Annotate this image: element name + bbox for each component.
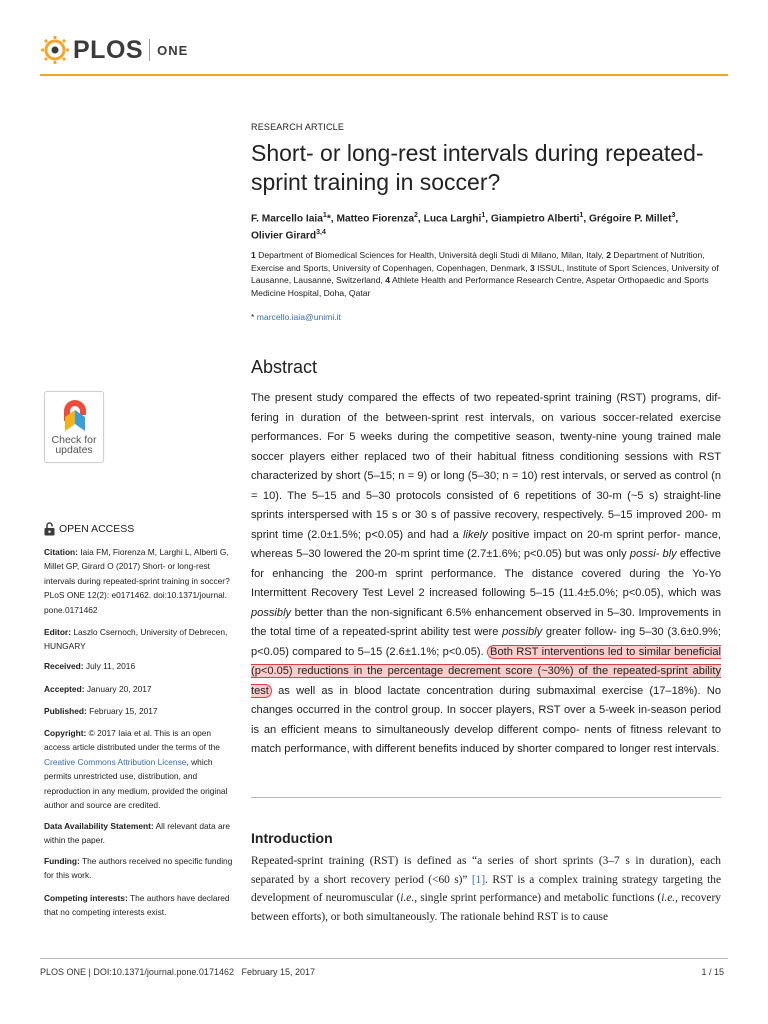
body-text: effective for enhancing the 200-m sprint performance. The distance covered during the Yo-Yo Intermittent Recovery Test Level 2 increased following 5–15 (11.4±5.0%; p<0.05), which was	[251, 548, 721, 599]
article-title: Short- or long-rest intervals during repeated- sprint training in soccer?	[251, 140, 704, 195]
body-text: . RST is a complex training strategy targeting the development of neuromuscular (	[251, 873, 722, 904]
section-divider	[251, 797, 721, 798]
email-link[interactable]: marcello.iaia@unimi.it	[256, 312, 341, 322]
footer-citation: PLOS ONE | DOI:10.1371/journal.pone.0171462 February 15, 2017	[40, 967, 316, 977]
open-access-badge	[44, 522, 134, 536]
affiliation-text: ISSUL, Institute of Sport Sciences, University of Lausanne, Lausanne, Switzerland,	[251, 262, 719, 286]
author-name: F. Marcello Iaia	[251, 213, 323, 225]
affiliation-text: Department of Biomedical Sciences for Health, Università degli Studi di Milano, Milan, Italy,	[258, 250, 604, 260]
body-text: , recovery between efforts), or both simultaneously. The rationale behind RST is to cause	[251, 892, 721, 923]
corresponding-email: * marcello.iaia@unimi.it	[251, 312, 341, 322]
corresponding-author-marker: *	[326, 213, 331, 225]
author-list: F. Marcello Iaia$^1$*, Matteo Fiorenza$^2$, Luca Larghi$^1$, Giampietro Alberti$^1$, Grégoire P. Millet$^3$, Olivier Girard$^{3,4}$	[251, 212, 679, 242]
check-for-updates-badge[interactable]	[44, 391, 104, 463]
received-block: Received: July 11, 2016	[44, 661, 136, 671]
data-availability-block: Data Availability Statement: All relevant data are within the paper.	[44, 821, 231, 846]
crossmark-icon	[62, 398, 88, 432]
affiliations	[251, 249, 721, 299]
affiliation-number: 2	[606, 250, 611, 260]
affiliation-number: 3	[529, 262, 535, 273]
reference-link[interactable]: [1]	[471, 873, 486, 886]
article-type: RESEARCH ARTICLE	[251, 122, 345, 132]
affiliation-number: 4	[385, 275, 391, 286]
copyright-block: Copyright: © 2017 Iaia et al. This is an open access article distributed under the terms of the Creative Commons Attribution License, which permits unrestricted use, distribution, and reproduction in any medium, provided the original author and source are credited.	[44, 728, 228, 811]
journal-name: ONE	[157, 42, 189, 58]
emphasis-text: possibly	[502, 626, 543, 638]
emphasis-text: possibly	[251, 606, 292, 619]
author-affiliation-number: 3,4	[316, 228, 326, 236]
emphasis-text: possi- bly	[629, 548, 677, 560]
author-name: Luca Larghi	[423, 213, 482, 225]
abstract-heading: Abstract	[251, 357, 318, 377]
editor-block: Editor: Laszlo Csernoch, University of Debrecen, HUNGARY	[44, 627, 228, 652]
published-block: Published: February 15, 2017	[44, 706, 158, 716]
author-name: Giampietro Alberti	[490, 213, 580, 225]
accepted-block: Accepted: January 20, 2017	[44, 684, 152, 694]
emphasis-text: i.e.	[661, 892, 676, 904]
competing-interests-block: Competing interests: The authors have declared that no competing interests exist.	[44, 893, 230, 918]
author-affiliation-number: 3	[671, 212, 676, 219]
author-affiliation-number: 1	[579, 212, 584, 219]
author-name: Olivier Girard	[251, 230, 317, 242]
body-text: greater follow- ing 5–30 (3.6±0.9%; p<0.05) compared to 5–15 (2.6±1.1%; p<0.05).	[251, 626, 721, 658]
author-name: Grégoire P. Millet	[589, 213, 672, 225]
affiliation-text: Athlete Health and Performance Research Centre, Aspetar Orthopaedic and Sports Medicine Hospital, Doha, Qatar	[251, 275, 709, 298]
check-for-updates-label: Check for updates	[51, 434, 97, 456]
footer-rule	[40, 958, 728, 959]
introduction-text	[251, 852, 721, 926]
license-link[interactable]: Creative Commons Attribution License	[44, 756, 187, 767]
body-text: , single sprint performance) and metabolic functions (	[414, 892, 662, 904]
author-affiliation-number: 2	[414, 212, 418, 219]
author-name: Matteo Fiorenza	[336, 213, 415, 225]
plos-logo-icon	[40, 35, 70, 65]
plos-one-logo[interactable]	[40, 33, 188, 67]
affiliation-text: Department of Nutrition, Exercise and Sports, University of Copenhagen, Copenhagen, Denmark,	[251, 250, 705, 273]
body-text: better than the non-significant 6.5% enhancement observed in 5–30. Improvements in the total time of a repeated-sprint ability test were	[251, 606, 721, 638]
author-affiliation-number: 1	[481, 212, 486, 219]
page-number: 1 / 15	[701, 967, 724, 977]
author-affiliation-number: 1	[322, 212, 327, 219]
emphasis-text: i.e.	[400, 892, 415, 904]
affiliation-number: 1	[251, 250, 256, 260]
funding-block: Funding: The authors received no specific funding for this work.	[44, 856, 233, 881]
abstract-text	[251, 389, 721, 760]
body-text: Repeated-sprint training (RST) is defined as “a series of short sprints (3–7 s in duration), each separated by a short recovery period (<60 s)”	[251, 855, 721, 886]
body-text: The present study compared the effects of two repeated-sprint training (RST) programs, dif- fering in duration of the between-sprint rest intervals, on various soccer-related exercise performances. For 5 weeks during the competitive season, twenty-nine young trained male soccer players either replaced two of their habitual fitness conditioning sessions with RST characterized by short (5–15; n = 9) or long (5–30; n = 10) rest intervals, or served as control (n = 10). The 5–15 and 5–30 protocols consisted of 6 repetitions of 30-m (~5 s) straight-line sprints interspersed with 15 s or 30 s of passive recovery, respectively. 5–15 improved 200- m sprint time (2.0±1.5%; p<0.05) and had a	[251, 392, 721, 541]
body-text: as well as in blood lactate concentration during submaximal exercise (17–18%). No changes occurred in the control group. In soccer players, RST over a 5-week in-season period is an efficient means to simultaneously develop different compo- nents of fitness relevant to match performance, with different benefits induced by shorter compared to longer rest intervals.	[251, 684, 721, 755]
emphasis-text: likely	[463, 528, 488, 541]
citation-block: Citation: Iaia FM, Fiorenza M, Larghi L, Alberti G, Millet GP, Girard O (2017) Short- or long-rest intervals during repeated-sprint training in soccer? PLoS ONE 12(2): e0171462. doi:10.1371/journal. pone.0171462	[44, 547, 230, 615]
open-access-label: OPEN ACCESS	[59, 523, 135, 535]
body-text: positive impact on 20-m sprint perfor- mance, whereas 5–30 lowered the 20-m sprint time (2.7±1.6%; p<0.05) but was only	[251, 528, 721, 560]
header-rule	[40, 74, 728, 76]
introduction-heading: Introduction	[251, 830, 333, 846]
open-lock-icon	[44, 522, 55, 536]
highlighted-text: Both RST interventions led to similar beneficial (p<0.05) reductions in the percentage decrement score (~30%) of the repeated-sprint ability test	[251, 645, 721, 697]
logo-divider	[149, 39, 150, 61]
brand-name: PLOS	[73, 35, 144, 64]
